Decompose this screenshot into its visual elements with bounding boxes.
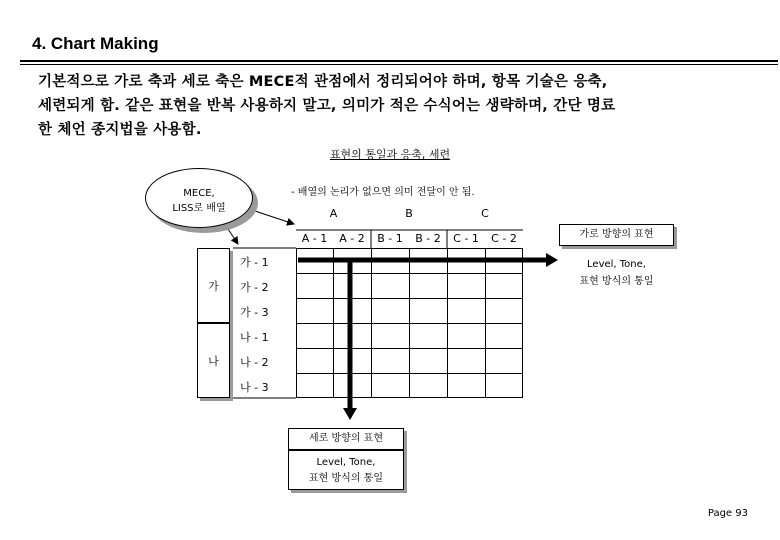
col-c-1: C - 1 [453, 232, 479, 245]
col-group-b: B [405, 207, 413, 220]
slide-title: 4. Chart Making [32, 34, 159, 53]
row-label-ga-3: 가 - 3 [240, 306, 269, 319]
h-legend-line-2: 표현 방식의 통일 [579, 276, 654, 287]
row-label-ga-2: 가 - 2 [240, 281, 269, 294]
row-group-ga-label: 가 [208, 280, 219, 293]
diagram-subtitle: 표현의 통일과 응축, 세련 [329, 148, 451, 161]
intro-line-2: 세련되게 함. 같은 표현을 반복 사용하지 말고, 의미가 적은 수식어는 생략하며, 간단 명료 [38, 98, 616, 114]
row-label-na-1: 나 - 1 [240, 331, 269, 344]
v-legend-heading: 세로 방향의 표현 [288, 428, 404, 450]
intro-line-3: 한 체언 종지법을 사용함. [38, 122, 202, 138]
col-group-a: A [329, 207, 338, 220]
col-b-1: B - 1 [377, 232, 403, 245]
logic-note: - 배열의 논리가 없으면 의미 전달이 안 됨. [291, 187, 475, 198]
page-number: Page 93 [707, 508, 748, 519]
col-a-2: A - 2 [339, 232, 365, 245]
col-b-2: B - 2 [415, 232, 441, 245]
bubble-line-2: LISS로 배열 [172, 203, 226, 214]
vertical-arrow-head [343, 408, 357, 420]
row-label-na-2: 나 - 2 [240, 356, 269, 369]
v-legend-line-1: Level, Tone, [316, 457, 376, 468]
h-legend-heading: 가로 방향의 표현 [559, 224, 674, 246]
row-label-na-3: 나 - 3 [240, 381, 269, 394]
v-legend-line-2: 표현 방식의 통일 [309, 473, 383, 484]
col-c-2: C - 2 [491, 232, 517, 245]
h-legend-line-1: Level, Tone, [587, 259, 646, 270]
mece-bubble [145, 168, 253, 228]
row-label-ga-1: 가 - 1 [240, 256, 269, 269]
bubble-line-1: MECE, [183, 188, 215, 199]
intro-line-1: 기본적으로 가로 축과 세로 축은 MECE적 관점에서 정리되어야 하며, 항목 기술은 응축, [38, 74, 608, 90]
col-a-1: A - 1 [301, 232, 328, 245]
horizontal-arrow-head [546, 253, 558, 267]
row-group-na-label: 나 [208, 355, 219, 368]
col-group-c: C [481, 207, 489, 220]
